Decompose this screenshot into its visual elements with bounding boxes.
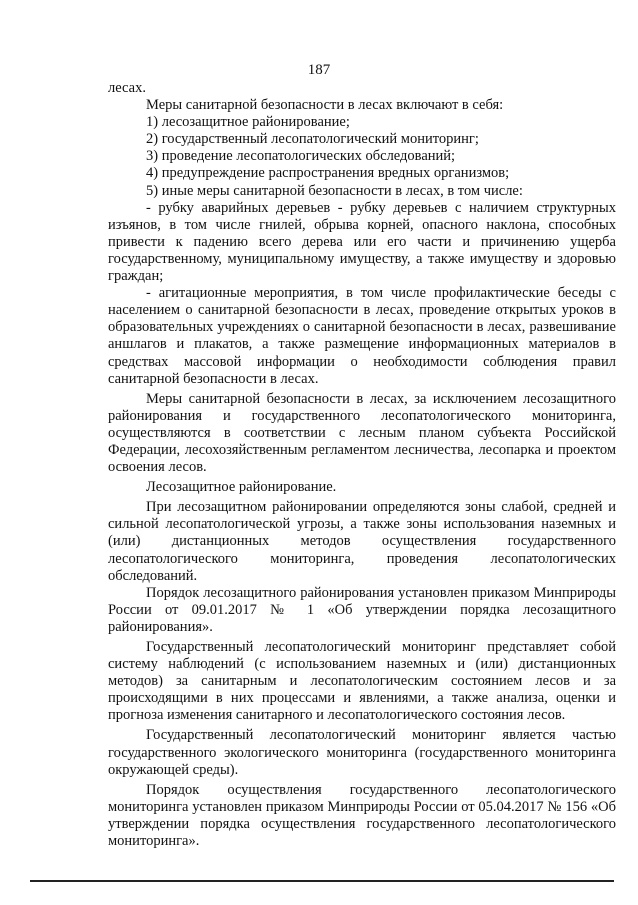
document-body bbox=[108, 80, 616, 850]
list-item-3: 3) проведение лесопатологических обследований; bbox=[146, 148, 456, 165]
paragraph-dash-campaign: - агитационные мероприятия, в том числе профилактические беседы с населением о санитарной безопасности в лесах, проведение открытых уроков в образовательных учреждениях о санитарной безопасности в лесах, развешивание аншлагов и плакатов, а также размещение информационных материалов в средствах массовой информации о необходимости соблюдения правил санитарной безопасности в лесах. bbox=[108, 285, 616, 387]
footer-divider bbox=[30, 880, 614, 882]
paragraph-zoning-order: Порядок лесозащитного районирования установлен приказом Минприроды России от 09.01.2017 № 1 «Об утверждении порядка лесозащитного районирования». bbox=[108, 584, 616, 635]
page-number: 187 bbox=[307, 62, 331, 78]
paragraph-dash-tree-felling: - рубку аварийных деревьев - рубку деревьев с наличием структурных изъянов, в том числе гнилей, обрыва корней, опасного наклона, способных привести к падению всего дерева или его части и причинению ущерба государственному, муниципальному имуществу, а также имуществу и здоровью граждан; bbox=[108, 199, 616, 285]
list-item-4: 4) предупреждение распространения вредных организмов; bbox=[146, 165, 510, 182]
list-item-5: 5) иные меры санитарной безопасности в лесах, в том числе: bbox=[146, 182, 523, 199]
paragraph-monitoring-part: Государственный лесопатологический мониторинг является частью государственного экологического мониторинга (государственного мониторинга окружающей среды). bbox=[108, 727, 616, 778]
paragraph-monitoring-definition: Государственный лесопатологический мониторинг представляет собой систему наблюдений (с использованием наземных и (или) дистанционных методов) за санитарным и лесопатологическим состоянием лесов и за происходящими в них процессами и явлениями, а также анализа, оценки и прогноза изменения санитарного и лесопатологического состояния лесов. bbox=[108, 639, 616, 724]
list-item-1: 1) лесозащитное районирование; bbox=[146, 114, 350, 131]
paragraph-measures-implementation: Меры санитарной безопасности в лесах, за исключением лесозащитного районирования и государственного лесопатологического мониторинга, осуществляются в соответствии с лесным планом субъекта Российской Федерации, лесохозяйственным регламентом лесничества, лесопарка и проектом освоения лесов. bbox=[108, 390, 616, 476]
paragraph-continuation: лесах. bbox=[108, 80, 146, 96]
paragraph-zoning-zones: При лесозащитном районировании определяются зоны слабой, средней и сильной лесопатологической угрозы, а также зоны использования наземных и (или) дистанционных методов осуществления государственного лесопатологического мониторинга, проведения лесопатологических обследований. bbox=[108, 499, 616, 584]
section-heading-zoning: Лесозащитное районирование. bbox=[146, 479, 337, 496]
paragraph-measures-intro: Меры санитарной безопасности в лесах включают в себя: bbox=[146, 97, 504, 114]
list-item-2: 2) государственный лесопатологический мониторинг; bbox=[146, 131, 479, 148]
paragraph-monitoring-order: Порядок осуществления государственного лесопатологического мониторинга установлен приказом Минприроды России от 05.04.2017 № 156 «Об утверждении порядка осуществления государственного лесопатологического мониторинга». bbox=[108, 781, 616, 850]
